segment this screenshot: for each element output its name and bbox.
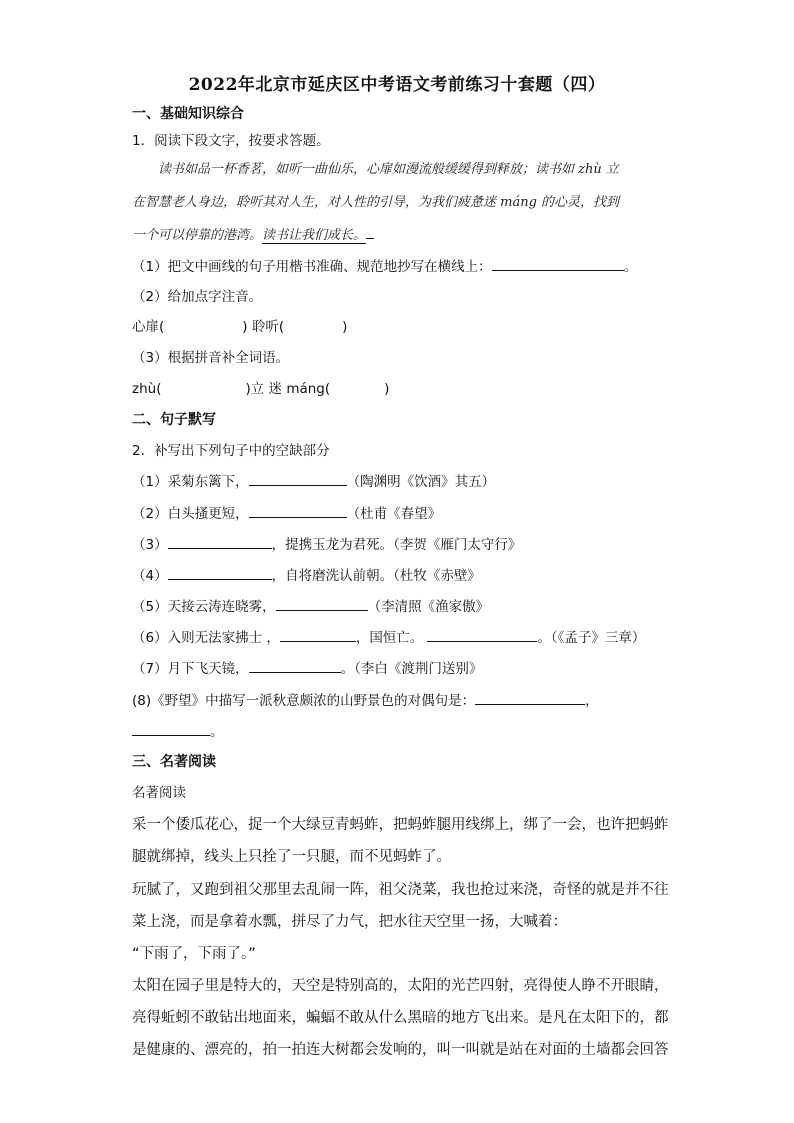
reading-para-3: “下雨了，下雨了。”: [132, 946, 256, 962]
recite-7-text: （7）月下飞天镜，: [132, 661, 249, 677]
reading-para-4-line-2: 亮得蚯蚓不敢钻出地面来，蝙蝠不敢从什么黑暗的地方飞出来。是凡在太阳下的，都: [132, 1010, 669, 1026]
passage-line-1: 读书如品一杯香茗，如听一曲仙乐，心扉如漫流般缓缓得到释放；读书如 zhù 立: [158, 162, 619, 177]
question-1-sub3: （3）根据拼音补全词语。: [132, 350, 290, 366]
pinyin-label-4: )立 迷 máng(: [245, 381, 331, 397]
recite-line-1: [132, 471, 495, 492]
recite-line-8: [132, 690, 599, 711]
answer-blank[interactable]: [132, 721, 210, 736]
passage-line-3-text: 一个可以停靠的港湾。: [132, 228, 263, 243]
pinyin-close-1: ): [342, 319, 348, 335]
recite-line-2: [132, 503, 441, 524]
reading-label: 名著阅读: [132, 785, 186, 801]
pinyin-close-2: ): [384, 381, 390, 397]
recite-4-num: （4）: [132, 568, 168, 584]
sub1-end: 。: [623, 259, 638, 275]
recite-line-6: [132, 627, 645, 648]
recite-8-comma: ，: [585, 693, 599, 709]
answer-blank[interactable]: [249, 503, 347, 518]
recite-6-mid: ，国恒亡。: [355, 630, 424, 646]
recite-6-source: 。（《孟子》三章）: [537, 630, 646, 646]
question-2-stem: 2．补写出下列句子中的空缺部分: [132, 443, 330, 459]
section-heading-2: 二、句子默写: [132, 412, 216, 428]
section-heading-3: 三、名著阅读: [132, 754, 216, 770]
pinyin-row-1: [132, 317, 347, 337]
underlined-sentence: 读书让我们成长。: [262, 228, 367, 243]
pinyin-label-2: ) 聆听(: [242, 319, 285, 335]
passage-line-3: [132, 224, 374, 246]
recite-3-text: ，提携玉龙为君死。（李贺《雁门太守行》: [271, 537, 522, 553]
answer-blank[interactable]: [492, 256, 624, 271]
answer-blank[interactable]: [280, 627, 356, 642]
recite-line-5: [132, 596, 489, 617]
recite-2-source: （杜甫《春望》: [346, 506, 442, 522]
recite-5-source: （李清照《渔家傲》: [367, 599, 490, 615]
recite-line-7: [132, 658, 482, 679]
answer-blank[interactable]: [168, 534, 272, 549]
recite-line-3: [132, 534, 521, 555]
answer-blank[interactable]: [475, 690, 585, 705]
pinyin-label-1: 心扉(: [132, 319, 165, 335]
reading-para-4-line-1: 太阳在园子里是特大的，天空是特别高的，太阳的光芒四射，亮得使人睁不开眼睛，: [132, 978, 669, 994]
recite-5-text: （5）天接云涛连晓雾，: [132, 599, 276, 615]
recite-6-text: （6）入则无法家拂士 ，: [132, 630, 280, 646]
recite-1-text: （1）采菊东篱下，: [132, 474, 249, 490]
pinyin-label-3: zhù(: [132, 381, 162, 397]
reading-para-1-line-1: 采一个倭瓜花心，捉一个大绿豆青蚂蚱，把蚂蚱腿用线绑上，绑了一会，也许把蚂蚱: [132, 817, 669, 833]
answer-blank[interactable]: [249, 471, 347, 486]
answer-blank[interactable]: [249, 658, 341, 673]
answer-blank[interactable]: [276, 596, 368, 611]
underline-tail: [366, 224, 374, 239]
recite-line-4: [132, 565, 481, 586]
question-1-sub1: [132, 256, 637, 277]
recite-1-source: （陶渊明《饮酒》其五）: [346, 474, 496, 490]
page-title: 2022年北京市延庆区中考语文考前练习十套题（四）: [188, 75, 606, 95]
pinyin-row-2: [132, 379, 389, 399]
question-1-stem: 1．阅读下段文字，按要求答题。: [132, 133, 330, 149]
answer-blank[interactable]: [427, 627, 537, 642]
reading-para-2-line-2: 菜上浇，而是拿着水瓢，拼尽了力气，把水往天空里一扬，大喊着：: [132, 914, 567, 930]
reading-para-2-line-1: 玩腻了，又跑到祖父那里去乱闹一阵，祖父浇菜，我也抢过来浇，奇怪的就是并不往: [132, 882, 669, 898]
sub1-text: （1）把文中画线的句子用楷书准确、规范地抄写在横线上：: [132, 259, 492, 275]
reading-para-1-line-2: 腿就绑掉，线头上只拴了一只腿，而不见蚂蚱了。: [132, 849, 451, 865]
recite-7-source: 。（李白《渡荆门送别》: [340, 661, 483, 677]
reading-para-4-line-3: 是健康的、漂亮的，拍一拍连大树都会发响的，叫一叫就是站在对面的土墙都会回答: [132, 1042, 669, 1058]
recite-4-text: ，自将磨洗认前朝。（杜牧《赤壁》: [271, 568, 481, 584]
answer-blank[interactable]: [168, 565, 272, 580]
recite-8-text: (8)《野望》中描写一派秋意颇浓的山野景色的对偶句是：: [132, 693, 476, 709]
recite-line-8-cont: [132, 721, 224, 742]
recite-8-end: 。: [210, 724, 224, 740]
passage-line-2: 在智慧老人身边，聆听其对人生，对人性的引导，为我们疲惫迷 máng 的心灵，找到: [132, 195, 620, 210]
question-1-sub2: （2）给加点字注音。: [132, 289, 263, 305]
recite-2-text: （2）白头搔更短，: [132, 506, 249, 522]
section-heading-1: 一、基础知识综合: [132, 106, 244, 122]
recite-3-num: （3）: [132, 537, 168, 553]
